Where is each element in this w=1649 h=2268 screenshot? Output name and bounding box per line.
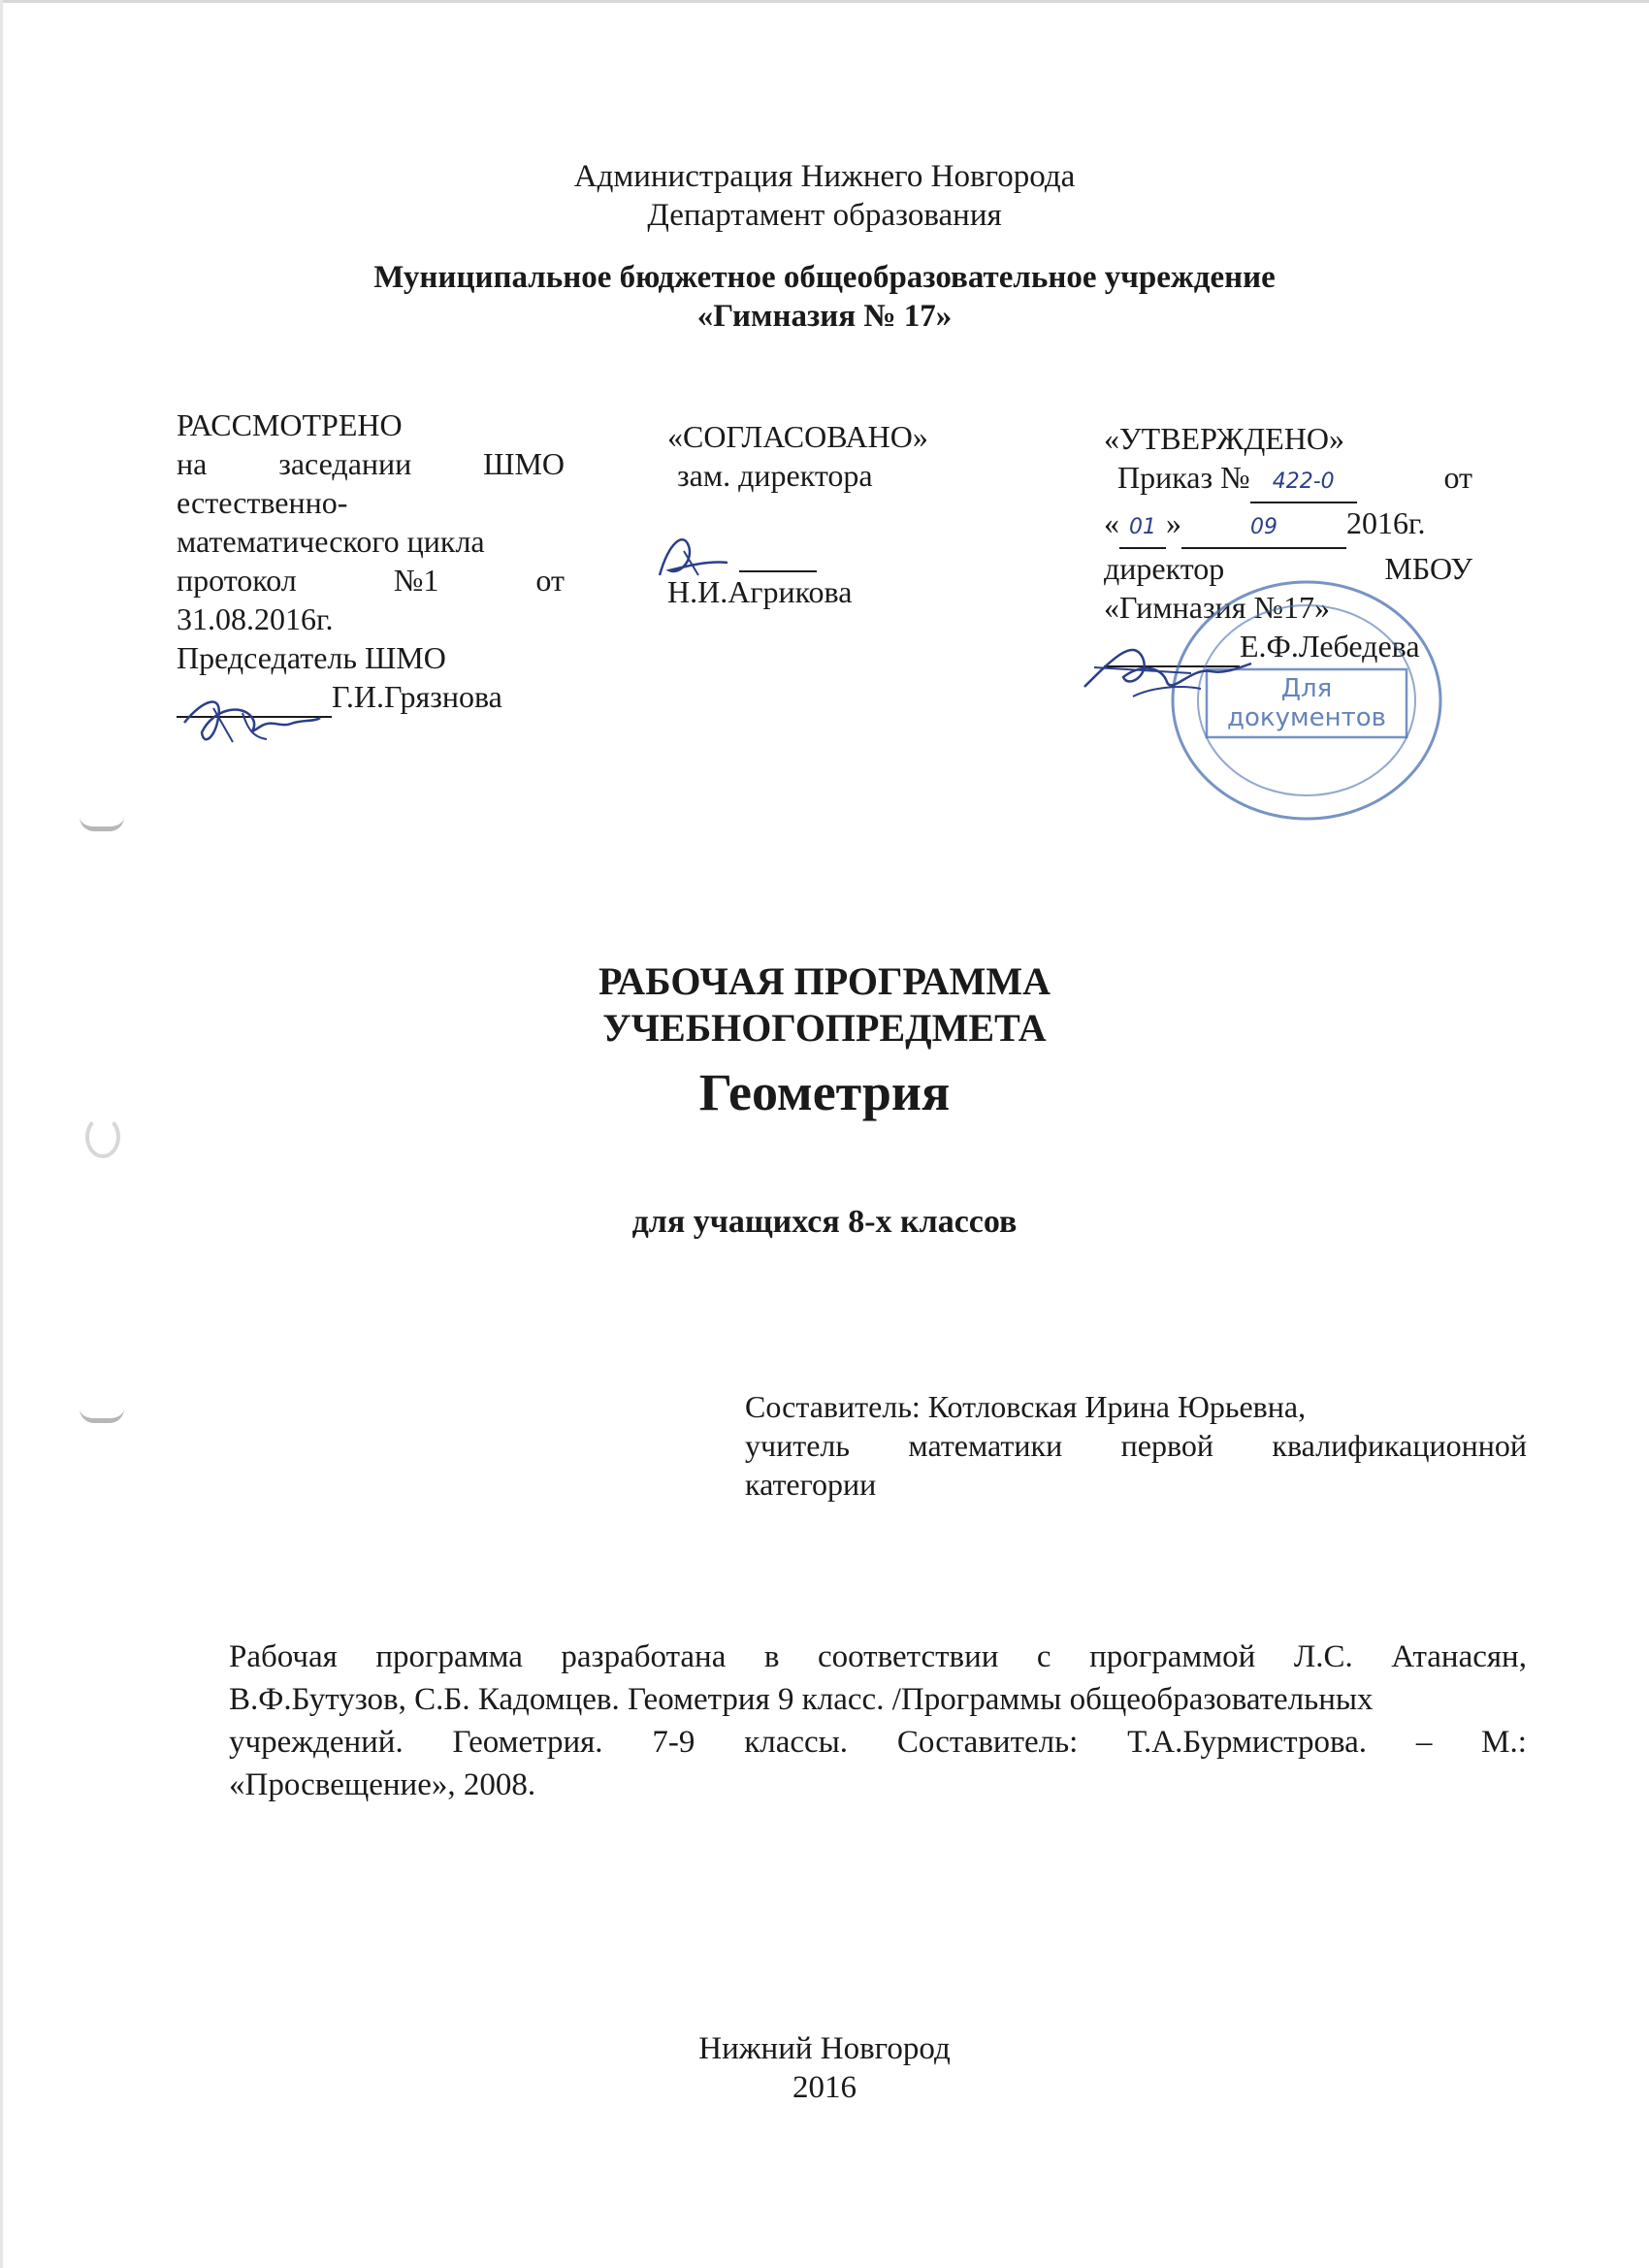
considered-block — [177, 405, 565, 718]
approved-order-row: Приказ № 422-0 от — [1104, 458, 1472, 503]
author-line1: Составитель: Котловская Ирина Юрьевна, — [745, 1389, 1307, 1424]
header-institution: Муниципальное бюджетное общеобразовательное учреждение — [373, 260, 1276, 295]
considered-line1: на заседании ШМО — [177, 446, 565, 481]
program-title-line1: РАБОЧАЯ ПРОГРАММА — [598, 959, 1051, 1003]
footer-city: Нижний Новгород — [698, 2031, 951, 2066]
signature-lebedeva — [1075, 629, 1259, 716]
agreed-title: «СОГЛАСОВАНО» — [667, 419, 928, 454]
considered-title: РАССМОТРЕНО — [177, 407, 403, 442]
order-number: 422-0 — [1250, 463, 1357, 503]
punch-hole-bottom — [80, 1409, 124, 1423]
signature-line — [739, 532, 817, 572]
basis-line3: учреждений. Геометрия. 7-9 классы. Составитель: Т.А.Бурмистрова. – М.: — [229, 1725, 1527, 1760]
date-day: 01 — [1119, 508, 1166, 549]
considered-line3: математического цикла — [177, 524, 485, 559]
approved-date-row: « 01 » 09 2016г. — [1104, 503, 1472, 549]
considered-date: 31.08.2016г. — [177, 601, 334, 636]
basis-paragraph — [229, 1636, 1527, 1806]
basis-line2: В.Ф.Бутузов, С.Б. Кадомцев. Геометрия 9 класс. /Программы общеобразовательных — [229, 1682, 1374, 1717]
approved-school: «Гимназия №17» — [1104, 590, 1330, 625]
footer-year: 2016 — [792, 2070, 857, 2105]
header-administration: Администрация Нижнего Новгорода — [573, 159, 1076, 194]
header-school: «Гимназия № 17» — [696, 299, 953, 334]
header-department: Департамент образования — [647, 198, 1002, 233]
basis-line4: «Просвещение», 2008. — [229, 1767, 536, 1802]
approved-name: Е.Ф.Лебедева — [1240, 629, 1420, 664]
program-subject: Геометрия — [698, 1063, 951, 1121]
agreed-position: зам. директора — [677, 458, 873, 493]
considered-line4: протокол №1 от — [177, 563, 565, 598]
approved-title: «УТВЕРЖДЕНО» — [1104, 421, 1345, 456]
signature-agrikova — [640, 522, 747, 590]
considered-name: Г.И.Грязнова — [332, 679, 502, 714]
date-month: 09 — [1181, 508, 1346, 549]
author-block — [745, 1387, 1527, 1504]
program-title-line2: УЧЕБНОГОПРЕДМЕТА — [602, 1006, 1047, 1050]
scan-edge-top — [0, 0, 1649, 3]
considered-line2: естественно- — [177, 485, 348, 520]
stamp-text-line2: документов — [1227, 703, 1386, 732]
stamp-text-line1: Для — [1280, 674, 1333, 703]
signature-gryaznova — [175, 679, 330, 757]
basis-line1: Рабочая программа разработана в соответствии с программой Л.С. Атанасян, — [229, 1639, 1527, 1674]
scan-edge-left — [0, 0, 3, 2268]
considered-chair: Председатель ШМО — [177, 640, 446, 675]
author-line2: учитель математики первой квалификационной — [745, 1428, 1527, 1463]
punch-hole-top — [80, 817, 124, 831]
program-audience: для учащихся 8-х классов — [631, 1204, 1018, 1240]
author-line3: категории — [745, 1467, 877, 1502]
agreed-name: Н.И.Агрикова — [667, 574, 853, 609]
approved-director-row: директор МБОУ — [1104, 551, 1472, 586]
